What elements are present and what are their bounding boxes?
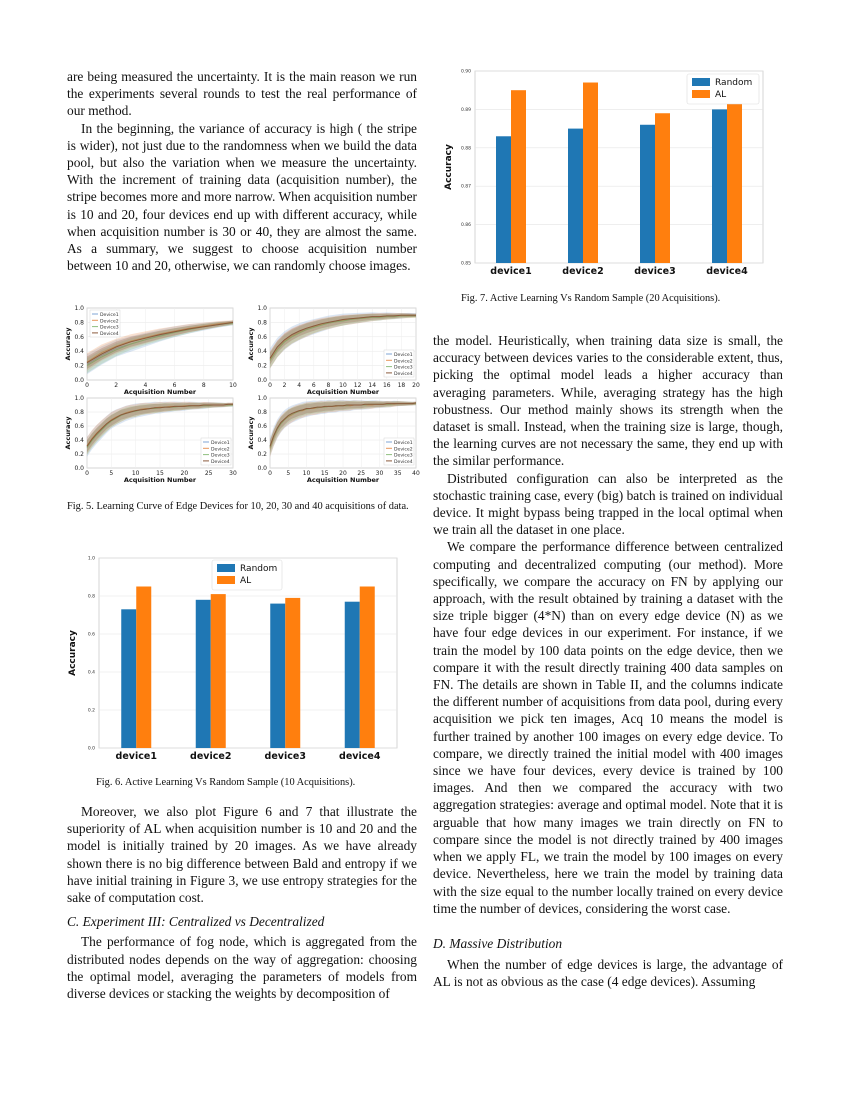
legend-swatch: [692, 90, 710, 98]
legend-label: Device4: [211, 459, 230, 465]
y-tick-label: 1.0: [257, 395, 267, 402]
y-tick-label: 1.0: [74, 395, 84, 402]
legend-label: Random: [240, 564, 278, 574]
legend-label: Device1: [394, 353, 413, 358]
y-axis-label: Accuracy: [64, 327, 72, 361]
x-tick-label: 5: [286, 470, 291, 477]
x-tick-label: 30: [229, 470, 237, 477]
x-tick-label: device2: [190, 751, 232, 762]
fig6-caption: Fig. 6. Active Learning Vs Random Sample (10 Acquisitions).: [96, 777, 356, 788]
x-tick-label: 4: [143, 382, 148, 389]
x-tick-label: 6: [172, 382, 177, 389]
right-column: [433, 332, 783, 991]
bar-random: [712, 109, 727, 263]
x-tick-label: 0: [268, 382, 272, 389]
fig7-caption: Fig. 7. Active Learning Vs Random Sample (20 Acquisitions).: [461, 293, 721, 304]
paragraph: Moreover, we also plot Figure 6 and 7 that illustrate the superiority of AL when acquisition number is 10 and 20 and the model is initially trained by 20 images. As we have already shown there is no big difference between Bald and entropy if we have initial training in Figure 3, we use entropy strategies for the sake of computation cost.: [67, 804, 417, 906]
y-tick-label: 0.0: [257, 377, 267, 384]
y-tick-label: 0.4: [257, 348, 267, 356]
y-tick-label: 0.6: [87, 632, 95, 638]
learning-curve-panel: [64, 395, 237, 484]
y-tick-label: 0.0: [74, 465, 84, 472]
legend-label: Device1: [100, 313, 119, 318]
section-heading-d: D. Massive Distribution: [433, 935, 563, 951]
x-tick-label: 25: [357, 470, 366, 477]
legend-label: AL: [715, 90, 727, 100]
y-tick-label: 0.4: [87, 670, 95, 676]
legend: [212, 560, 282, 590]
x-tick-label: 10: [302, 470, 311, 477]
y-tick-label: 1.0: [87, 556, 95, 562]
bar-random: [496, 136, 511, 263]
x-tick-label: device1: [490, 266, 532, 277]
paragraph: The performance of fog node, which is aggregated from the distributed nodes depends on the way of aggregation: choosing the optimal model, averaging the parameters of models from diverse devices or stacking the weights by decomposition of: [67, 934, 417, 1002]
y-axis-label: Accuracy: [68, 630, 78, 676]
x-axis-label: Acquisition Number: [123, 476, 197, 484]
legend-label: Device4: [394, 371, 413, 377]
x-tick-label: device2: [562, 266, 604, 277]
x-tick-label: 10: [229, 382, 237, 389]
y-tick-label: 0.8: [87, 594, 95, 600]
y-tick-label: 0.4: [74, 437, 84, 444]
y-tick-label: 0.6: [257, 333, 267, 341]
y-tick-label: 0.90: [460, 69, 471, 75]
y-axis-label: Accuracy: [64, 416, 72, 450]
x-tick-label: device4: [706, 266, 748, 277]
x-tick-label: 4: [297, 382, 302, 389]
legend-label: AL: [240, 576, 252, 586]
legend-swatch: [692, 78, 710, 86]
x-axis-label: Acquisition Number: [306, 476, 380, 484]
learning-curve-panel: [64, 305, 237, 396]
fig6-bar-chart: [68, 550, 402, 765]
bar-al: [583, 83, 598, 263]
y-tick-label: 0.8: [257, 319, 267, 327]
y-tick-label: 0.8: [74, 409, 84, 416]
x-tick-label: 2: [282, 382, 287, 389]
bar-al: [136, 587, 151, 749]
x-tick-label: 8: [326, 382, 331, 389]
y-axis-label: Accuracy: [247, 327, 255, 361]
legend: [687, 74, 759, 104]
x-tick-label: device3: [634, 266, 676, 277]
bar-al: [285, 598, 300, 748]
y-tick-label: 0.4: [74, 348, 84, 356]
y-tick-label: 1.0: [74, 305, 84, 312]
fig5-learning-curves: [62, 300, 422, 485]
legend-swatch: [217, 576, 235, 584]
x-tick-label: 16: [382, 382, 391, 389]
legend-label: Device2: [394, 359, 413, 365]
y-tick-label: 0.88: [460, 146, 471, 152]
y-tick-label: 1.0: [257, 305, 267, 312]
x-tick-label: 40: [412, 470, 420, 477]
x-tick-label: 6: [311, 382, 316, 389]
fig7-bar-chart: [443, 63, 768, 278]
learning-curve-panel: [247, 305, 420, 396]
x-tick-label: 15: [156, 470, 164, 477]
legend-swatch: [217, 564, 235, 572]
x-tick-label: 8: [201, 382, 206, 389]
legend-label: Device3: [394, 453, 413, 459]
legend-label: Device2: [100, 319, 119, 325]
x-tick-label: 25: [204, 470, 213, 477]
left-column-top: [67, 68, 417, 274]
x-tick-label: 12: [353, 382, 362, 389]
legend-label: Device2: [211, 447, 230, 453]
y-tick-label: 0.8: [257, 409, 267, 416]
x-tick-label: device4: [339, 751, 381, 762]
y-tick-label: 0.0: [257, 465, 267, 472]
legend-label: Device2: [394, 447, 413, 453]
bar-random: [345, 602, 360, 748]
paragraph: When the number of edge devices is large, the advantage of AL is not as obvious as the case (4 edge devices). Assuming: [433, 957, 783, 990]
x-axis-label: Acquisition Number: [306, 388, 380, 396]
x-tick-label: 5: [109, 470, 114, 477]
section-heading-c: C. Experiment III: Centralized vs Decentralized: [67, 914, 325, 930]
y-tick-label: 0.6: [74, 423, 84, 430]
legend-label: Device4: [100, 331, 119, 337]
x-tick-label: 10: [339, 382, 347, 389]
x-tick-label: 20: [339, 470, 347, 477]
y-tick-label: 0.6: [74, 333, 84, 341]
left-column-bottom: [67, 803, 417, 1002]
x-tick-label: 14: [368, 382, 377, 389]
x-tick-label: device1: [115, 751, 157, 762]
x-tick-label: 35: [393, 470, 402, 477]
legend-label: Device3: [211, 453, 230, 459]
y-tick-label: 0.4: [257, 437, 267, 444]
y-tick-label: 0.0: [74, 377, 84, 384]
legend-label: Device1: [211, 441, 230, 446]
x-tick-label: 0: [85, 382, 89, 389]
paragraph: We compare the performance difference between centralized computing and decentralized computing (our method). More specifically, we compare the accuracy on FN by applying our approach, with the result obtained by training a dataset with the size triple bigger (4*N) than on every edge device (N) as we have four edge devices in our experiment. For instance, if we train the model by 100 data points on the edge device, then we compare it with the result directly training 400 data samples on FN. The details are shown in Table II, and the columns indicate the different number of acquisitions from data pool, during every acquisition we pick ten images, Acq 10 means the model is further trained by another 100 images on every edge device. To compare, we directly trained the initial model with 400 images since we have four devices, every device is trained by 100 images. And then we compared the accuracy with two aggregation strategies: average and optimal model. Note that it is arguable that how many images we train directly on FN to compare since the model is not directly trained by 400 images when we apply FL, we train the model by 100 images on every device. Nevertheless, here we train the model by training data with the size equal to the number locally trained on every device time the number of devices, considering the worst case.: [433, 539, 783, 916]
x-tick-label: device3: [264, 751, 306, 762]
x-tick-label: 0: [85, 470, 89, 477]
x-tick-label: 20: [412, 382, 420, 389]
y-tick-label: 0.85: [460, 261, 471, 267]
y-tick-label: 0.2: [74, 362, 84, 370]
y-tick-label: 0.87: [460, 184, 471, 190]
legend-label: Device1: [394, 441, 413, 446]
paragraph: Distributed configuration can also be interpreted as the stochastic training case, every (big) batch is trained on individual device. It might bypass being trapped in the local optimal when we train all the dataset in one place.: [433, 470, 783, 538]
y-axis-label: Accuracy: [247, 416, 255, 450]
y-tick-label: 0.0: [87, 746, 95, 752]
legend-label: Device4: [394, 459, 413, 465]
x-tick-label: 10: [131, 470, 140, 477]
x-tick-label: 2: [114, 382, 119, 389]
x-tick-label: 15: [320, 470, 329, 477]
y-tick-label: 0.2: [74, 451, 84, 458]
paragraph: In the beginning, the variance of accuracy is high ( the stripe is wider), not just due to the randomness when we build the data pool, but also the variation when we measure the uncertainty. With the increment of training data (acquisition number), the stripe becomes more and more narrow. When acquisition number is 10 and 20, four devices end up with different accuracy, while when acquisition number is 30 or 40, they are almost the same. As a summary, we suggest to choose acquisition number between 10 and 20, otherwise, we can randomly choose images.: [67, 120, 417, 274]
y-tick-label: 0.86: [460, 223, 471, 229]
x-tick-label: 18: [397, 382, 406, 389]
bar-al: [655, 113, 670, 263]
legend-label: Device3: [394, 365, 413, 371]
learning-curve-panel: [247, 395, 420, 484]
x-tick-label: 0: [268, 470, 272, 477]
bar-random: [640, 125, 655, 263]
bar-al: [360, 587, 375, 749]
paragraph: the model. Heuristically, when training data size is small, the accuracy between devices varies to the considerable extent, thus, picking the optimal model leads a higher accuracy than averaging parameters. While, averaging strategy has the high robustness. Our method mainly shows its strength when the dataset is small. Instead, when the training size is large, though, the learning curves are not necessary the same, they end up with the similar performance.: [433, 333, 783, 469]
x-tick-label: 30: [375, 470, 384, 477]
legend-label: Random: [715, 78, 753, 88]
y-tick-label: 0.2: [257, 362, 267, 370]
y-tick-label: 0.2: [87, 708, 95, 714]
bar-random: [270, 604, 285, 748]
y-tick-label: 0.2: [257, 451, 267, 458]
y-tick-label: 0.89: [460, 107, 471, 113]
fig5-caption: Fig. 5. Learning Curve of Edge Devices for 10, 20, 30 and 40 acquisitions of data.: [67, 501, 409, 512]
y-tick-label: 0.8: [74, 319, 84, 327]
y-tick-label: 0.6: [257, 423, 267, 430]
legend-label: Device3: [100, 325, 119, 331]
bar-random: [196, 600, 211, 748]
bar-al: [511, 90, 526, 263]
y-axis-label: Accuracy: [444, 144, 454, 190]
bar-random: [568, 129, 583, 263]
bar-al: [211, 594, 226, 748]
x-axis-label: Acquisition Number: [123, 388, 197, 396]
paragraph: are being measured the uncertainty. It is the main reason we run the experiments several rounds to test the real performance of our method.: [67, 69, 417, 119]
bar-random: [121, 609, 136, 748]
x-tick-label: 20: [180, 470, 189, 477]
